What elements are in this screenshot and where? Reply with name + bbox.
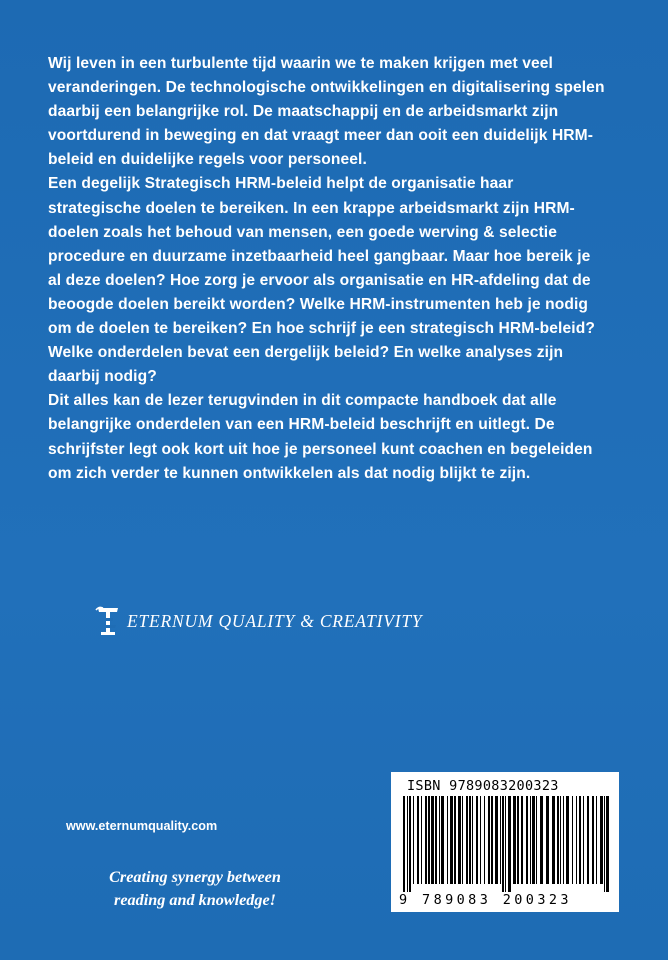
barcode-bar: [546, 796, 549, 884]
barcode-bar: [462, 796, 463, 884]
barcode-bar: [484, 796, 485, 884]
barcode-bar: [407, 796, 408, 892]
barcode-bar: [480, 796, 481, 884]
barcode-bar: [454, 796, 456, 884]
barcode-bar: [439, 796, 440, 884]
isbn-barcode: [391, 772, 619, 912]
barcode-bar: [521, 796, 523, 884]
barcode-bar: [491, 796, 493, 884]
barcode-bar: [526, 796, 528, 884]
barcode-bar: [583, 796, 584, 884]
barcode-bar: [552, 796, 555, 884]
publisher-website: www.eternumquality.com: [66, 819, 218, 833]
barcode-bar: [572, 796, 573, 884]
barcode-bar: [560, 796, 561, 884]
barcode-bar: [413, 796, 414, 884]
blurb-paragraph-3: Dit alles kan de lezer terugvinden in dit compacte handboek dat alle belangrijke onderdelen van een HRM-beleid beschrijft en uitlegt. De schrijfster legt ook kort uit hoe je personeel kunt coachen en begeleiden om zich verder te kunnen ontwikkelen als dat nodig blijkt te zijn.: [48, 392, 593, 482]
barcode-bar: [469, 796, 471, 884]
barcode-bar: [421, 796, 422, 884]
barcode-bars-icon: [403, 796, 609, 892]
barcode-bar: [447, 796, 448, 884]
barcode-bar: [466, 796, 468, 884]
barcode-bar: [428, 796, 430, 884]
barcode-bar: [536, 796, 537, 884]
barcode-bar: [441, 796, 444, 884]
barcode-bar: [431, 796, 434, 884]
barcode-bar: [596, 796, 597, 884]
barcode-bar: [576, 796, 577, 884]
barcode-bar: [600, 796, 603, 884]
blurb-text: [48, 52, 608, 486]
barcode-bar: [500, 796, 501, 884]
eternum-logo-icon: [95, 605, 121, 637]
barcode-bar: [566, 796, 569, 884]
barcode-bar: [592, 796, 594, 884]
barcode-bar: [579, 796, 581, 884]
blurb-paragraph-2: Een degelijk Strategisch HRM-beleid helpt de organisatie haar strategische doelen te bereiken. In een krappe arbeidsmarkt zijn HRM-doelen zoals het behoud van mensen, een goede werving & selectie procedure en duurzame inzetbaarheid heel gangbaar. Maar hoe bereik je al deze doelen? Hoe zorg je ervoor als organisatie en HR-afdeling dat de beoogde doelen bereikt worden? Welke HRM-instrumenten heb je nodig om de doelen te bereiken? En hoe schrijf je een strategisch HRM-beleid? Welke onderdelen bevat een dergelijk beleid? En welke analyses zijn daarbij nodig?: [48, 175, 595, 386]
isbn-label: ISBN 9789083200323: [407, 778, 559, 794]
tagline-line-1: Creating synergy between: [109, 868, 281, 886]
barcode-bar: [508, 796, 511, 892]
barcode-bar: [606, 796, 609, 892]
barcode-bar: [540, 796, 543, 884]
barcode-bar: [587, 796, 589, 884]
barcode-bar: [409, 796, 411, 892]
barcode-bar: [532, 796, 535, 884]
barcode-bar: [435, 796, 437, 884]
barcode-bar: [604, 796, 605, 892]
barcode-bar: [530, 796, 531, 884]
tagline-line-2: reading and knowledge!: [114, 891, 276, 909]
tagline: [60, 866, 330, 912]
blurb-paragraph-1: Wij leven in een turbulente tijd waarin we te maken krijgen met veel veranderingen. De technologische ontwikkelingen en digitalisering spelen daarbij een belangrijke rol. De maatschappij en de arbeidsmarkt zijn voortdurend in beweging en dat vraagt meer dan ooit een duidelijk HRM-beleid en duidelijke regels voor personeel.: [48, 55, 605, 169]
barcode-bar: [502, 796, 504, 892]
barcode-bar: [458, 796, 461, 884]
barcode-bar: [450, 796, 453, 884]
barcode-bar: [425, 796, 427, 884]
barcode-bar: [472, 796, 473, 884]
barcode-bar: [513, 796, 516, 884]
barcode-bar: [563, 796, 564, 884]
isbn-digits: 9 789083 200323: [399, 892, 572, 908]
barcode-bar: [488, 796, 490, 884]
barcode-bar: [557, 796, 559, 884]
barcode-bar: [417, 796, 419, 884]
barcode-bar: [403, 796, 405, 892]
barcode-bar: [517, 796, 519, 884]
barcode-bar: [495, 796, 498, 884]
publisher-logo: [95, 604, 422, 638]
publisher-name: ETERNUM QUALITY & CREATIVITY: [127, 610, 423, 631]
barcode-bar: [505, 796, 506, 892]
barcode-bar: [476, 796, 478, 884]
